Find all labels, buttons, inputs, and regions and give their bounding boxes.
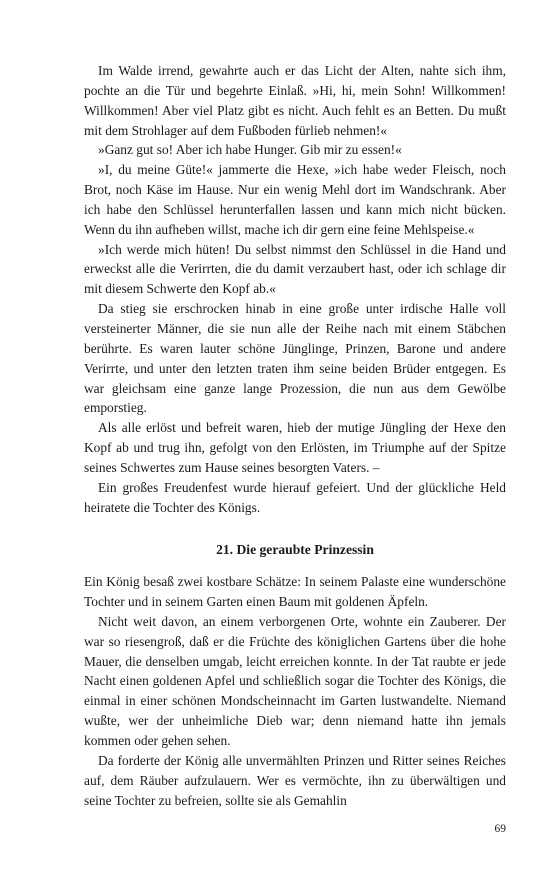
paragraph: Ein großes Freudenfest wurde hierauf gefeiert. Und der glückliche Held heiratete die Tochter des Königs. — [84, 479, 506, 515]
chapter-title: 21. Die geraubte Prinzessin — [216, 542, 374, 558]
paragraph: »Ganz gut so! Aber ich habe Hunger. Gib mir zu essen!« — [98, 142, 402, 158]
book-page — [84, 61, 506, 810]
chapter-body — [84, 572, 506, 810]
paragraph: »Ich werde mich hüten! Du selbst nimmst den Schlüssel in die Hand und erweckst alle die Verirrten, die du damit verzaubert hast, oder ich schlage dir mit diesem Schwerte den Kopf ab.« — [84, 241, 506, 297]
paragraph: Ein König besaß zwei kostbare Schätze: In seinem Palaste eine wunderschöne Tochter und in seinem Garten einen Baum mit goldenen Äpfeln. — [84, 574, 506, 610]
paragraph: Da forderte der König alle unvermählten Prinzen und Ritter seines Reiches auf, dem Räuber aufzulauern. Wer es vermöchte, ihn zu überwältigen und seine Tochter zu befreien, sollte sie als Gemahlin — [84, 752, 506, 808]
page-number: 69 — [494, 823, 506, 835]
paragraph: Da stieg sie erschrocken hinab in eine große unter irdische Halle voll versteinerter Männer, die sie nun alle der Reihe nach mit einem Stäbchen berührte. Es waren lauter schöne Jünglinge, Prinzen, Barone und andere Verirrte, und unter den letzten traten ihm seine beiden Brüder entgegen. Es war gleichsam eine ganze lange Prozession, die nun aus dem Gewölbe emporstieg. — [84, 301, 506, 416]
paragraph: »I, du meine Güte!« jammerte die Hexe, »ich habe weder Fleisch, noch Brot, noch Käse im Hause. Nur ein wenig Mehl dort im Wandschrank. Aber ich habe den Schlüssel herunterfallen lassen und kann mich nicht bücken. Wenn du ihn aufheben willst, mache ich dir gern eine feine Mehlspeise.« — [84, 162, 506, 237]
paragraph: Als alle erlöst und befreit waren, hieb der mutige Jüngling der Hexe den Kopf ab und trug ihn, gefolgt von den Erlösten, im Triumphe auf der Spitze seines Schwertes zum Hause seines besorgten Vaters. – — [84, 420, 506, 475]
paragraph: Nicht weit davon, an einem verborgenen Orte, wohnte ein Zauberer. Der war so riesengroß, daß er die Früchte des königlichen Gartens über die hohe Mauer, die denselben umgab, leicht erreichen konnte. In der Tat raubte er jede Nacht einen goldenen Apfel und schließlich sogar die Tochter des Königs, die einmal in einer schönen Mondscheinnacht im Garten lustwandelte. Niemand wußte, wer der unheimliche Dieb war; denn niemand hatte ihn jemals kommen oder gehen sehen. — [84, 613, 506, 748]
story-ending — [84, 61, 506, 517]
paragraph: Im Walde irrend, gewahrte auch er das Licht der Alten, nahte sich ihm, pochte an die Tür und begehrte Einlaß. »Hi, hi, mein Sohn! Willkommen! Willkommen! Aber viel Platz gibt es nicht. Auch fehlt es an Betten. Du mußt mit dem Strohlager auf dem Fußboden fürlieb nehmen!« — [84, 63, 506, 138]
